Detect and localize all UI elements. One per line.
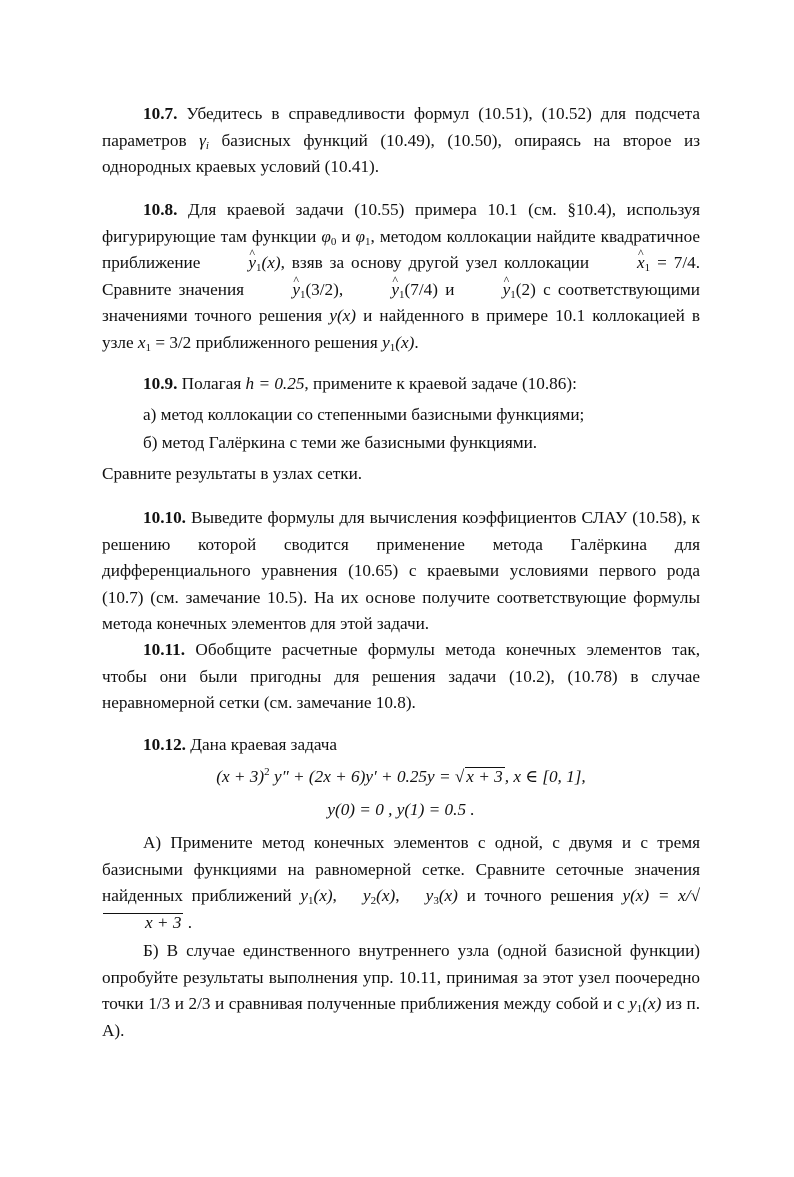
step-h: h = 0.25 [245,374,305,393]
exercise-text: А) Примените метод конечных элементов с одной, с двумя и с тремя базисными функциями на равномерной сетке. Сравните сеточные значения найденных приближений [102,833,700,905]
exercise-number: 10.12. [143,735,186,754]
exercise-10-12-part-b [102,938,700,1044]
exercise-text: и [437,279,462,299]
exercise-text: , методом коллокации найдите квадратичное приближение [102,226,700,272]
exercise-text: из п. А). [102,994,701,1040]
y1-function: $y_1(x)$ [382,332,415,354]
x1hat-value: ^ $x_1 = 7/4$ [596,253,696,272]
exercise-text: базисных функций (10.49), (10.50), опираясь на второе из однородных краевых условий (10.41). [102,130,700,176]
exercise-10-9 [102,371,700,487]
exercise-text: . Сравните значения [102,253,701,299]
y1-approx: $y_1(x)$ [629,994,662,1015]
exercise-10-7 [102,101,700,181]
phi1-symbol: $\varphi_1$ [355,226,371,248]
exercise-text: , [338,279,351,299]
exercise-text: . [414,332,419,352]
y1-approx: $y_1(x)$ [300,886,333,907]
y1hat-3-2: ^ $y_1(3/2)$ [251,280,339,299]
item-b: б) метод Галёркина с теми же базисными функциями. [143,433,538,452]
exercise-text: и найденного в примере 10.1 коллокацией в узле [102,306,700,352]
exercise-text: с соответствующими значениями точного решения [102,279,700,325]
exercise-text: и точного решения [457,886,623,905]
phi0-symbol: $\varphi_0$ [321,226,337,248]
y1hat-7-4: ^ $y_1(7/4)$ [350,280,438,299]
x1-value: $x_1 = 3/2$ [137,332,192,354]
exercise-text: , взяв за основу другой узел коллокации [280,253,597,272]
item-a: а) метод коллокации со степенными базисными функциями; [143,404,585,424]
y2-approx: $y_2(x)$ [363,886,396,907]
exercise-10-10 [102,505,700,638]
differential-equation: $(x + 3)^2$ y″ + (2x + 6)y′ + 0.25y = √ x + 3 , x ∈ [0, 1], [216,766,586,786]
gamma-symbol: $\gamma_i$ [199,130,209,152]
exercise-number: 10.10. [143,508,186,527]
exercise-text: Дана краевая задача [190,735,338,754]
y1hat-function: ^ $y_1(x)$ [207,253,280,272]
y1hat-2: ^ $y_1(2)$ [462,280,536,299]
exercise-10-12-part-a: А) Примените метод конечных элементов с одной, с двумя и с тремя базисными функциями на равномерной сетке. Сравните сеточные значения найденных приближений $y_1(x)$, $y_2(x)$, $y_3(x)$ и точного решения y(x) = x/√x + 3 . [102,833,701,932]
exercise-10-11 [102,637,700,717]
boundary-conditions: y(0) = 0 , y(1) = 0.5 . [327,800,475,819]
exercise-text: . [183,912,193,932]
exercise-text: приближенного решения [191,332,383,352]
exercise-outro: Сравните результаты в узлах сетки. [102,463,363,483]
exercise-number: 10.9. [143,374,178,393]
exercise-text: Обобщите расчетные формулы метода конечных элементов так, чтобы они были пригодны для решения задачи (10.2), (10.78) в случае неравномерной сетки (см. замечание 10.8). [102,640,701,712]
exercise-text: Выведите формулы для вычисления коэффициентов СЛАУ (10.58), к решению которой сводится применение метода Галёркина для дифференциального уравнения (10.65) с краевыми условиями первого рода (10.7) (см. замечание 10.5). На их основе получите соответствующие формулы метода конечных элементов для этой задачи. [102,508,700,633]
exercise-text: и [336,226,356,246]
exercise-number: 10.11. [143,640,186,659]
exercise-text: Для краевой задачи (10.55) примера 10.1 (см. §10.4), используя фигурирующие там функции [102,200,700,246]
exercise-text: Б) В случае единственного внутреннего узла (одной базисной функции) опробуйте результаты выполнения упр. 10.11, принимая за этот узел поочередно точки 1/3 и 2/3 и сравнивая полученные приближения между собой и с [102,941,700,1013]
exercise-text: Убедитесь в справедливости формул (10.51), (10.52) для подсчета параметров [102,104,700,150]
exercise-text: , примените к краевой задаче (10.86): [304,374,577,393]
y3-approx: $y_3(x)$ [425,886,458,907]
exercise-10-12 [102,732,700,759]
exercise-number: 10.8. [143,200,178,219]
exercise-10-8 [102,197,700,356]
exact-solution: y(x) [329,306,357,325]
exercise-number: 10.7. [143,104,178,123]
exact-solution-formula: y(x) = x/√x + 3 [102,886,700,932]
exercise-text: Полагая [181,374,246,393]
